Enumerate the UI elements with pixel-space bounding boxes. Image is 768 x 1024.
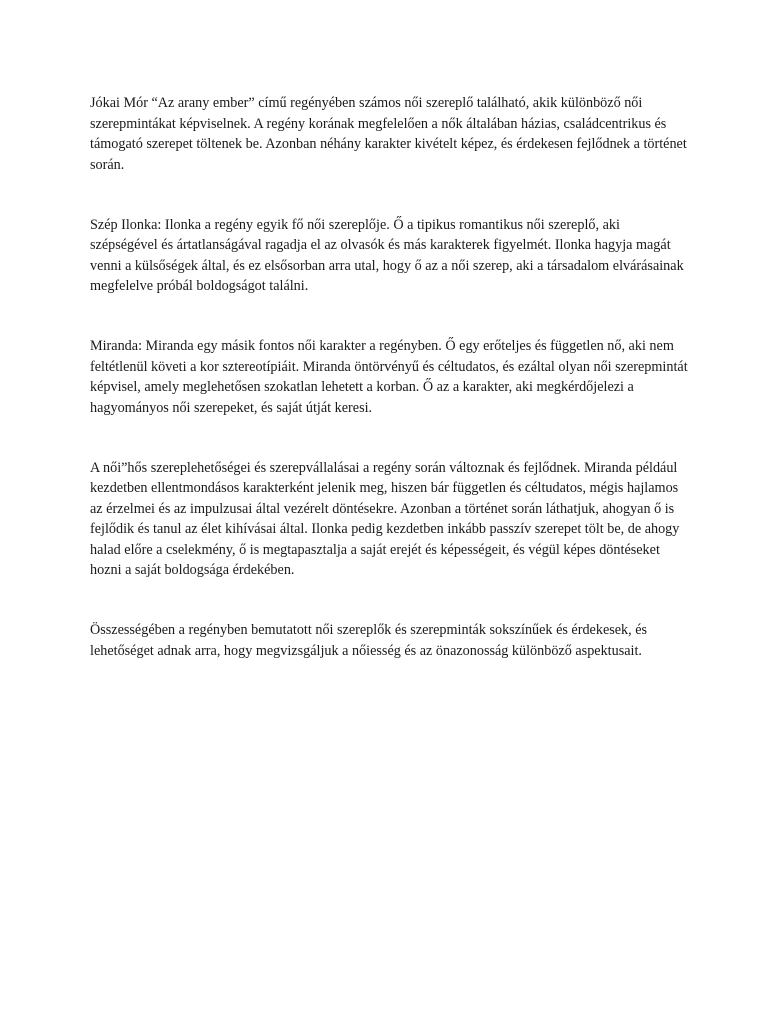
paragraph-development: A női”hős szereplehetőségei és szerepvállalásai a regény során változnak és fejlődnek. Miranda például kezdetben ellentmondásos karakterként jelenik meg, hiszen bár független és céltudatos, mégis hajlamos az érzelmei és az impulzusai által vezérelt döntésekre. Azonban a történet során láthatjuk, ahogyan ő is fejlődik és tanul az élet kihívásai által. Ilonka pedig kezdetben inkább passzív szerepet tölt be, de ahogy halad előre a cselekmény, ő is megtapasztalja a saját erejét és képességeit, és végül képes döntéseket hozni a saját boldogsága érdekében. xyxy=(90,459,680,578)
paragraph-ilonka: Szép Ilonka: Ilonka a regény egyik fő női szereplője. Ő a tipikus romantikus női szereplő, aki szépségével és ártatlanságával ragadja el az olvasók és más karakterek figyelmét. Ilonka hagyja magát venni a külsőségek által, és ez elsősorban arra utal, hogy ő az a női szerep, aki a társadalom elvárásainak megfelelve próbál boldogságot találni. xyxy=(90,216,684,294)
paragraph-intro: Jókai Mór “Az arany ember” című regényében számos női szereplő található, akik különböző női szerepmintákat képviselnek. A regény korának megfelelően a nők általában házias, családcentrikus és támogató szerepet töltenek be. Azonban néhány karakter kivételt képez, és érdekesen fejlődnek a történet során. xyxy=(90,95,687,173)
paragraph-conclusion: Összességében a regényben bemutatott női szereplők és szerepminták sokszínűek és érdekesek, és lehetőséget adnak arra, hogy megvizsgáljuk a nőiesség és az önazonosság különböző aspektusait. xyxy=(90,622,648,659)
paragraph-miranda: Miranda: Miranda egy másik fontos női karakter a regényben. Ő egy erőteljes és független nő, aki nem feltétlenül követi a kor sztereotípiáit. Miranda öntörvényű és céltudatos, és ezáltal olyan női szerepmintát képvisel, amely meglehetősen szokatlan lehetett a korban. Ő az a karakter, aki megkérdőjelezi a hagyományos női szerepeket, és saját útját keresi. xyxy=(90,338,688,416)
document-body xyxy=(90,93,690,661)
